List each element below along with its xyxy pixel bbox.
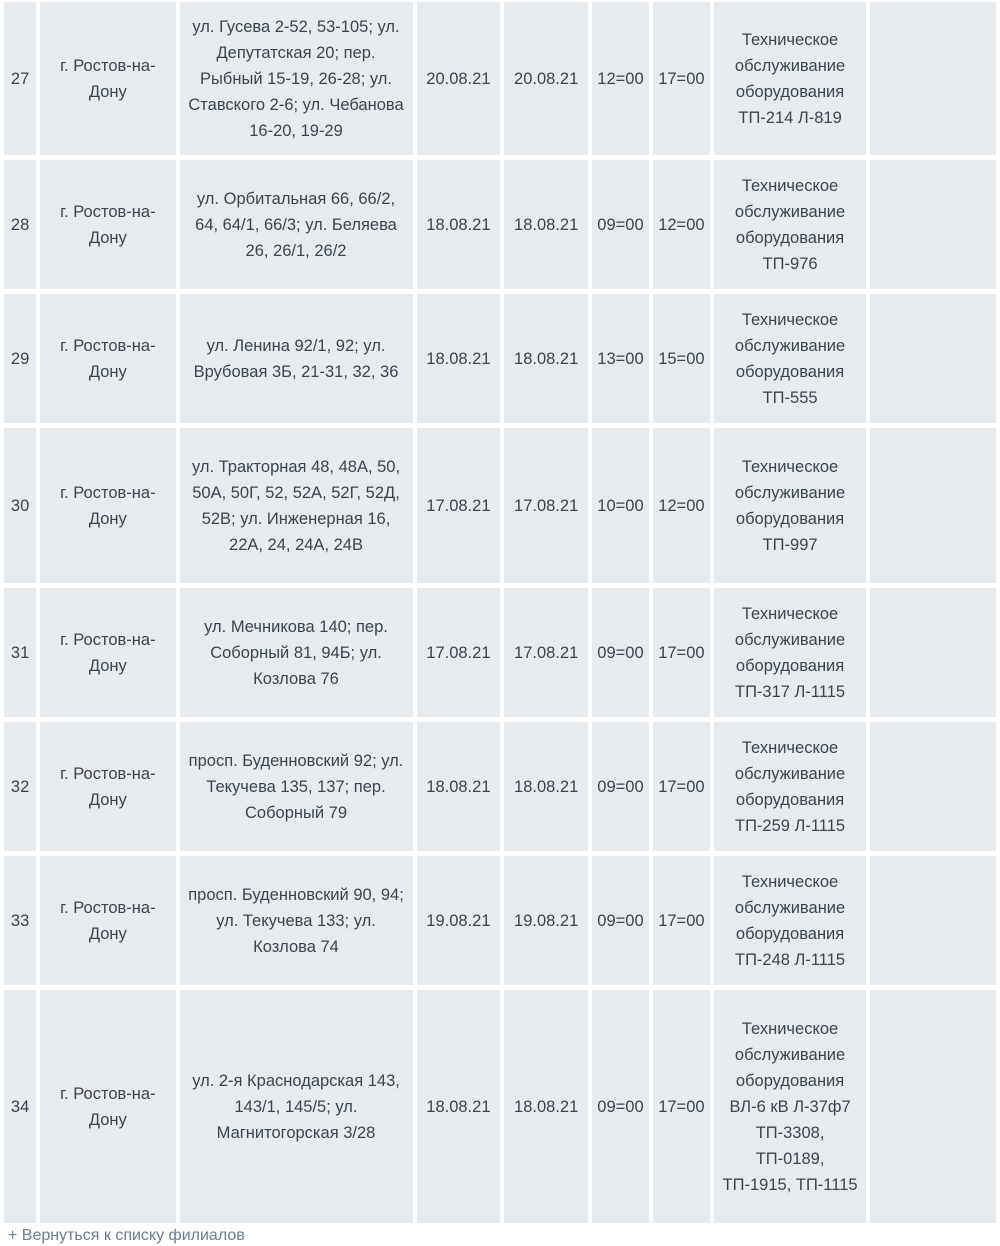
- table-row: [4, 588, 996, 717]
- work-description-cell: Техническое обслуживание оборудования ВЛ-6 кВ Л-37ф7 ТП-3308, ТП-0189, ТП-1915, ТП-1115: [714, 990, 866, 1223]
- date-end-cell: 18.08.21: [504, 294, 588, 423]
- date-start-cell: 17.08.21: [417, 588, 501, 717]
- address-cell: ул. Ленина 92/1, 92; ул. Врубовая 3Б, 21-31, 32, 36: [180, 294, 413, 423]
- time-start-cell: 09=00: [592, 588, 649, 717]
- address-cell: ул. 2-я Краснодарская 143, 143/1, 145/5; ул. Магнитогорская 3/28: [180, 990, 413, 1223]
- work-description-cell: Техническое обслуживание оборудования ТП-317 Л-1115: [714, 588, 866, 717]
- time-end-cell: 12=00: [653, 160, 710, 289]
- city-cell: г. Ростов-на-Дону: [40, 588, 175, 717]
- time-end-cell: 15=00: [653, 294, 710, 423]
- row-number: 30: [4, 428, 36, 583]
- city-cell: г. Ростов-на-Дону: [40, 2, 175, 155]
- date-end-cell: 19.08.21: [504, 856, 588, 985]
- time-start-cell: 09=00: [592, 990, 649, 1223]
- time-end-cell: 17=00: [653, 2, 710, 155]
- table-row: [4, 428, 996, 583]
- row-number: 32: [4, 722, 36, 851]
- date-end-cell: 18.08.21: [504, 990, 588, 1223]
- time-end-cell: 12=00: [653, 428, 710, 583]
- time-end-cell: 17=00: [653, 856, 710, 985]
- date-end-cell: 20.08.21: [504, 2, 588, 155]
- back-to-branches-link[interactable]: + Вернуться к списку филиалов: [8, 1227, 245, 1244]
- extra-cell: [870, 588, 996, 717]
- time-start-cell: 10=00: [592, 428, 649, 583]
- date-start-cell: 19.08.21: [417, 856, 501, 985]
- time-end-cell: 17=00: [653, 588, 710, 717]
- time-start-cell: 12=00: [592, 2, 649, 155]
- extra-cell: [870, 2, 996, 155]
- date-start-cell: 18.08.21: [417, 160, 501, 289]
- date-start-cell: 20.08.21: [417, 2, 501, 155]
- time-start-cell: 09=00: [592, 856, 649, 985]
- city-cell: г. Ростов-на-Дону: [40, 294, 175, 423]
- work-description-cell: Техническое обслуживание оборудования ТП-976: [714, 160, 866, 289]
- city-cell: г. Ростов-на-Дону: [40, 428, 175, 583]
- table-row: [4, 294, 996, 423]
- time-end-cell: 17=00: [653, 722, 710, 851]
- extra-cell: [870, 722, 996, 851]
- date-end-cell: 18.08.21: [504, 160, 588, 289]
- time-start-cell: 09=00: [592, 722, 649, 851]
- row-number: 28: [4, 160, 36, 289]
- city-cell: г. Ростов-на-Дону: [40, 990, 175, 1223]
- city-cell: г. Ростов-на-Дону: [40, 160, 175, 289]
- extra-cell: [870, 856, 996, 985]
- time-start-cell: 13=00: [592, 294, 649, 423]
- table-row: [4, 990, 996, 1223]
- extra-cell: [870, 990, 996, 1223]
- date-start-cell: 18.08.21: [417, 722, 501, 851]
- work-description-cell: Техническое обслуживание оборудования ТП-248 Л-1115: [714, 856, 866, 985]
- address-cell: ул. Мечникова 140; пер. Соборный 81, 94Б; ул. Козлова 76: [180, 588, 413, 717]
- row-number: 33: [4, 856, 36, 985]
- row-number: 31: [4, 588, 36, 717]
- row-number: 27: [4, 2, 36, 155]
- table-body: [4, 2, 996, 1223]
- work-description-cell: Техническое обслуживание оборудования ТП-555: [714, 294, 866, 423]
- date-end-cell: 17.08.21: [504, 588, 588, 717]
- row-number: 29: [4, 294, 36, 423]
- table-row: [4, 722, 996, 851]
- work-description-cell: Техническое обслуживание оборудования ТП-997: [714, 428, 866, 583]
- work-description-cell: Техническое обслуживание оборудования ТП-259 Л-1115: [714, 722, 866, 851]
- date-end-cell: 18.08.21: [504, 722, 588, 851]
- time-end-cell: 17=00: [653, 990, 710, 1223]
- extra-cell: [870, 160, 996, 289]
- extra-cell: [870, 294, 996, 423]
- date-end-cell: 17.08.21: [504, 428, 588, 583]
- extra-cell: [870, 428, 996, 583]
- address-cell: ул. Тракторная 48, 48А, 50, 50А, 50Г, 52, 52А, 52Г, 52Д, 52В; ул. Инженерная 16, 22А, 24, 24А, 24В: [180, 428, 413, 583]
- date-start-cell: 17.08.21: [417, 428, 501, 583]
- time-start-cell: 09=00: [592, 160, 649, 289]
- address-cell: просп. Буденновский 92; ул. Текучева 135, 137; пер. Соборный 79: [180, 722, 413, 851]
- table-row: [4, 856, 996, 985]
- address-cell: ул. Орбитальная 66, 66/2, 64, 64/1, 66/3; ул. Беляева 26, 26/1, 26/2: [180, 160, 413, 289]
- work-description-cell: Техническое обслуживание оборудования ТП-214 Л-819: [714, 2, 866, 155]
- city-cell: г. Ростов-на-Дону: [40, 722, 175, 851]
- table-row: [4, 160, 996, 289]
- row-number: 34: [4, 990, 36, 1223]
- address-cell: ул. Гусева 2-52, 53-105; ул. Депутатская 20; пер. Рыбный 15-19, 26-28; ул. Ставского 2-6; ул. Чебанова 16-20, 19-29: [180, 2, 413, 155]
- table-row: [4, 2, 996, 155]
- address-cell: просп. Буденновский 90, 94; ул. Текучева 133; ул. Козлова 74: [180, 856, 413, 985]
- date-start-cell: 18.08.21: [417, 990, 501, 1223]
- city-cell: г. Ростов-на-Дону: [40, 856, 175, 985]
- date-start-cell: 18.08.21: [417, 294, 501, 423]
